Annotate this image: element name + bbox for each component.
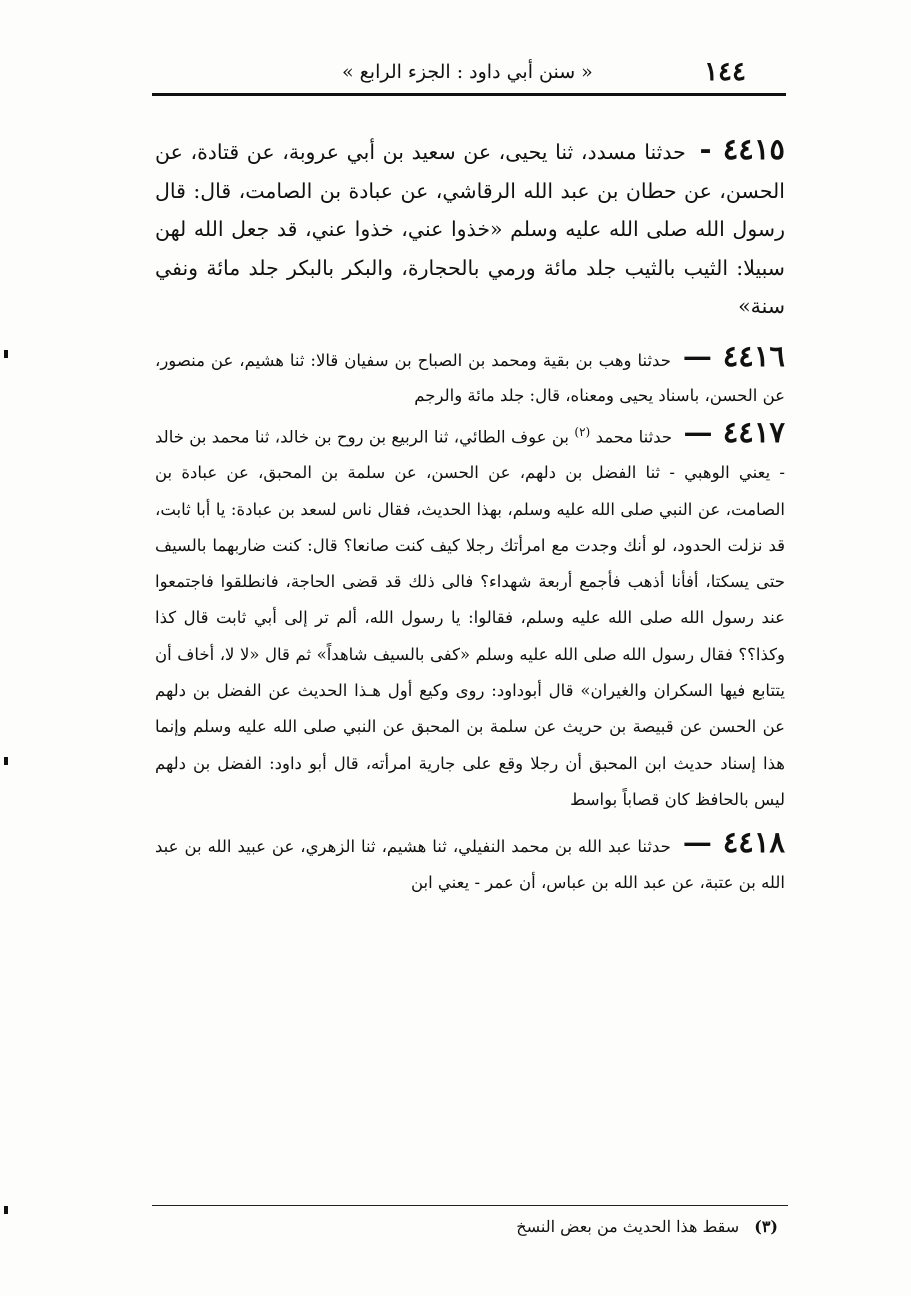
- hadith-paragraph: [155, 824, 785, 901]
- footnote-reference: (٢): [574, 424, 591, 439]
- hadith-paragraph: [155, 130, 785, 326]
- running-title: « سنن أبي داود : الجزء الرابع »: [342, 61, 593, 83]
- page-number: ١٤٤: [704, 57, 746, 87]
- hadith-number: ٤٤١٥ -: [699, 132, 785, 166]
- hadith-paragraph: [155, 414, 785, 819]
- hadith-body: حدثنا وهب بن بقية ومحمد بن الصباح بن سفيان قالا: ثنا هشيم، عن منصور، عن الحسن، باسناد يحيى ومعناه، قال: جلد مائة والرجم: [155, 350, 785, 405]
- header-divider: [152, 93, 786, 96]
- margin-mark: [4, 350, 8, 358]
- footnote: [152, 1214, 778, 1240]
- hadith-text-block: [155, 130, 785, 901]
- hadith-number: ٤٤١٦ —: [682, 338, 785, 373]
- page-header: [152, 52, 786, 92]
- hadith-body-lead: حدثنا محمد: [595, 427, 673, 446]
- footnote-divider: [152, 1205, 788, 1206]
- margin-mark: [4, 1206, 8, 1214]
- hadith-body: حدثنا عبد الله بن محمد النفيلي، ثنا هشيم، ثنا الزهري، عن عبيد الله بن عبد الله بن عتبة، عن عبد الله بن عباس، أن عمر - يعني ابن: [155, 837, 785, 893]
- hadith-body: بن عوف الطائي، ثنا الربيع بن روح بن خالد، ثنا محمد بن خالد - يعني الوهبي - ثنا الفضل بن دلهم، عن الحسن، عن سلمة بن المحبق، عن عبادة بن الصامت، عن النبي صلى الله عليه وسلم، بهذا الحديث، فقال ناس لسعد بن عبادة: يا أبا ثابت، قد نزلت الحدود، لو أنك وجدت مع امرأتك رجلا كيف كنت صانعا؟ قال: كنت ضاربهما بالسيف حتى يسكتا، أفأنا أذهب فأجمع أربعة شهداء؟ فالى ذلك قد قضى الحاجة، فانطلقوا فاجتمعوا عند رسول الله صلى الله عليه وسلم، فقالوا: يا رسول الله، ألم تر إلى أبي ثابت قال كذا وكذا؟؟ فقال رسول الله صلى الله عليه وسلم «كفى بالسيف شاهداً» ثم قال «لا لا، أخاف أن يتتابع فيها السكران والغيران» قال أبوداود: روى وكيع أول هـذا الحديث عن الفضل بن دلهم عن الحسن عن قبيصة بن حريث عن سلمة بن المحبق عن النبي صلى الله عليه وسلم وإنما هذا إسناد حديث ابن المحبق أن رجلا وقع على جارية امرأته، قال أبو داود: الفضل بن دلهم ليس بالحافظ كان قصاباً بواسط: [155, 427, 785, 809]
- footnote-marker: (٣): [754, 1217, 778, 1236]
- hadith-paragraph: [155, 339, 785, 414]
- hadith-number: ٤٤١٧ —: [683, 415, 785, 449]
- margin-mark: [4, 757, 8, 765]
- hadith-body: حدثنا مسدد، ثنا يحيى، عن سعيد بن أبي عروبة، عن قتادة، عن الحسن، عن حطان بن عبد الله الرقاشي، عن عبادة بن الصامت، قال: قال رسول الله صلى الله عليه وسلم «خذوا عني، خذوا عني، قد جعل الله لهن سبيلا: الثيب بالثيب جلد مائة ورمي بالحجارة، والبكر بالبكر جلد مائة ونفي سنة»: [155, 140, 785, 318]
- hadith-number: ٤٤١٨ —: [682, 825, 785, 860]
- footnote-text: سقط هذا الحديث من بعض النسخ: [516, 1217, 740, 1236]
